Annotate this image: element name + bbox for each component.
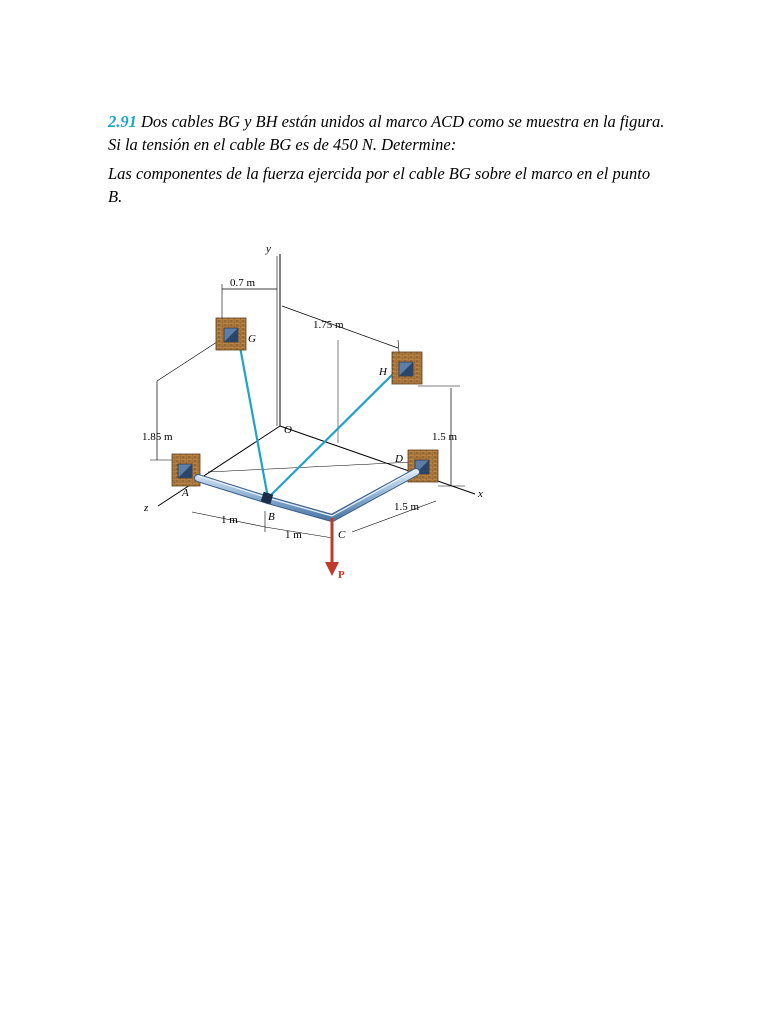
dimension-ab (192, 512, 265, 527)
frame-acd (198, 470, 416, 518)
point-label-h: H (379, 366, 387, 378)
point-label-c: C (338, 529, 346, 541)
problem-number: 2.91 (108, 112, 137, 131)
dimension-label-g-offset: 0.7 m (230, 277, 256, 289)
dimension-label-h-height: 1.5 m (432, 431, 458, 443)
axis-label-x: x (478, 488, 483, 500)
axis-label-z: z (144, 502, 149, 514)
point-label-d: D (395, 453, 403, 465)
dimension-label-g-height: 1.85 m (142, 431, 173, 443)
dimension-label-cd: 1.5 m (394, 501, 420, 513)
dimension-g-height (142, 340, 220, 460)
dimension-h-offset (282, 306, 400, 364)
y-axis (277, 254, 280, 426)
dimension-label-bc: 1 m (285, 529, 302, 541)
point-label-b: B (268, 511, 275, 523)
point-label-a: A (182, 487, 189, 499)
support-h (392, 352, 422, 384)
problem-statement (108, 110, 668, 156)
load-label-p: P (338, 569, 345, 581)
dimension-label-h-offset: 1.75 m (313, 319, 344, 331)
problem-text (108, 110, 668, 214)
frame-figure (120, 236, 520, 592)
axis-label-y: y (266, 243, 271, 255)
problem-statement-text: Dos cables BG y BH están unidos al marco ACD como se muestra en la figura. Si la tensión en el cable BG es de 450 N. Determine: (108, 112, 665, 154)
dimension-cd (352, 501, 436, 532)
dimension-label-ab: 1 m (221, 514, 238, 526)
cable-bg (238, 336, 268, 498)
point-label-o: O (284, 424, 292, 436)
support-g (216, 318, 246, 350)
point-label-g: G (248, 333, 256, 345)
problem-question: Las componentes de la fuerza ejercida por el cable BG sobre el marco en el punto B. (108, 164, 651, 206)
load-p-arrow (325, 518, 339, 576)
